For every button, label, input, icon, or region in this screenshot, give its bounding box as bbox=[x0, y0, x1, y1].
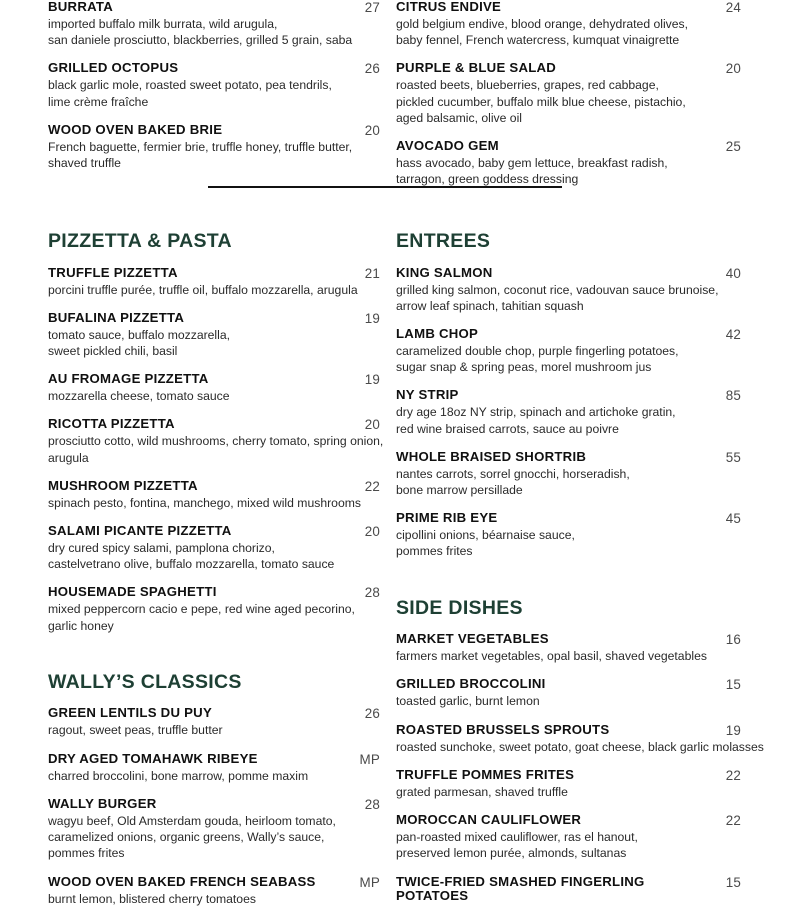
menu-item-description-line: tarragon, green goddess dressing bbox=[396, 172, 579, 187]
menu-item-description-line: preserved lemon purée, almonds, sultanas bbox=[396, 846, 627, 861]
menu-item-description-line: porcini truffle purée, truffle oil, buffalo mozzarella, arugula bbox=[48, 282, 358, 297]
menu-item-description bbox=[396, 648, 741, 664]
menu-item[interactable] bbox=[48, 585, 380, 633]
menu-item-description bbox=[48, 282, 380, 298]
menu-item[interactable] bbox=[48, 797, 380, 862]
menu-item-header bbox=[396, 266, 741, 281]
menu-item-description-line: red wine braised carrots, sauce au poivre bbox=[396, 421, 619, 436]
menu-item-name: TRUFFLE POMMES FRITES bbox=[396, 766, 575, 782]
menu-item-price: 24 bbox=[725, 0, 741, 15]
menu-item-header bbox=[48, 585, 380, 600]
menu-item-price: 28 bbox=[364, 796, 380, 812]
section-heading: ENTREES bbox=[396, 230, 491, 252]
menu-item-description-line: wagyu beef, Old Amsterdam gouda, heirloom tomato, bbox=[48, 813, 336, 828]
menu-item-description bbox=[396, 693, 741, 709]
menu-item-description-line: French baguette, fermier brie, truffle honey, truffle butter, bbox=[48, 139, 353, 154]
menu-item-description-line: pommes frites bbox=[48, 846, 125, 861]
menu-item-description-line: aged balsamic, olive oil bbox=[396, 110, 523, 125]
menu-item-price: 19 bbox=[364, 310, 380, 326]
menu-item-description-line: toasted garlic, burnt lemon bbox=[396, 694, 540, 709]
left-top-items bbox=[48, 0, 380, 171]
menu-item-header bbox=[396, 632, 741, 647]
menu-item-description bbox=[396, 343, 741, 375]
menu-item[interactable] bbox=[396, 0, 741, 48]
menu-item[interactable] bbox=[396, 388, 741, 436]
menu-item-name: MOROCCAN CAULIFLOWER bbox=[396, 812, 582, 828]
menu-item-name: WHOLE BRAISED SHORTRIB bbox=[396, 448, 587, 464]
section-items bbox=[396, 631, 764, 904]
menu-item-price: 19 bbox=[364, 372, 380, 388]
menu-item-description-line: shaved truffle bbox=[48, 156, 121, 171]
menu-item-description-line: cipollini onions, béarnaise sauce, bbox=[396, 528, 575, 543]
menu-item-price: 40 bbox=[725, 265, 741, 281]
section-items bbox=[48, 264, 384, 634]
menu-item-description-line: tomato sauce, buffalo mozzarella, bbox=[48, 327, 231, 342]
menu-item-description bbox=[396, 466, 741, 498]
menu-item-description-line: caramelized double chop, purple fingerling potatoes, bbox=[396, 343, 679, 358]
menu-item-description-line: san daniele prosciutto, blackberries, grilled 5 grain, saba bbox=[48, 33, 353, 48]
menu-item-description-line: mixed peppercorn cacio e pepe, red wine aged pecorino, bbox=[48, 602, 355, 617]
menu-item[interactable] bbox=[396, 450, 741, 498]
menu-item[interactable] bbox=[48, 61, 380, 109]
menu-item-name: BUFALINA PIZZETTA bbox=[48, 309, 185, 325]
menu-item-description-line: grated parmesan, shaved truffle bbox=[396, 784, 568, 799]
menu-item-description-line: arrow leaf spinach, tahitian squash bbox=[396, 298, 584, 313]
menu-item-price: 22 bbox=[725, 813, 741, 829]
divider-rule bbox=[208, 186, 562, 188]
menu-item-header bbox=[48, 479, 380, 494]
menu-item-name: LAMB CHOP bbox=[396, 325, 479, 341]
menu-item-price: 22 bbox=[364, 478, 380, 494]
menu-item[interactable] bbox=[396, 61, 741, 126]
menu-item-name: TWICE-FRIED SMASHED FINGERLING POTATOES bbox=[396, 873, 645, 904]
left-sections-wrap bbox=[0, 232, 400, 920]
menu-item-description-line: nantes carrots, sorrel gnocchi, horseradish, bbox=[396, 466, 630, 481]
menu-item-description-line: ragout, sweet peas, truffle butter bbox=[48, 723, 223, 738]
menu-item-name: KING SALMON bbox=[396, 264, 493, 280]
menu-item-name: MUSHROOM PIZZETTA bbox=[48, 477, 198, 493]
menu-item-price: 55 bbox=[725, 449, 741, 465]
menu-item-price: 20 bbox=[725, 61, 741, 77]
menu-item-description-line: sugar snap & spring peas, morel mushroom jus bbox=[396, 360, 652, 375]
menu-item-name: AU FROMAGE PIZZETTA bbox=[48, 371, 209, 387]
menu-item-header bbox=[396, 450, 741, 465]
menu-item[interactable] bbox=[48, 479, 380, 511]
section-heading: PIZZETTA & PASTA bbox=[48, 230, 232, 252]
menu-item-description-line: imported buffalo milk burrata, wild arugula, bbox=[48, 17, 278, 31]
section-items bbox=[48, 706, 380, 906]
menu-item-description bbox=[48, 388, 380, 404]
menu-item-header bbox=[396, 768, 741, 783]
right-sections bbox=[396, 230, 764, 904]
menu-item-description bbox=[48, 891, 380, 907]
section-items bbox=[396, 266, 741, 560]
menu-item-description-line: baby fennel, French watercress, kumquat vinaigrette bbox=[396, 33, 680, 48]
menu-item-description bbox=[48, 77, 380, 109]
menu-item[interactable] bbox=[48, 123, 380, 171]
menu-item-header bbox=[48, 0, 380, 15]
menu-item-description-line: gold belgium endive, blood orange, dehydrated olives, bbox=[396, 17, 689, 31]
menu-item-price: 19 bbox=[725, 722, 741, 738]
menu-item[interactable] bbox=[48, 311, 380, 359]
right-top-items bbox=[396, 0, 741, 188]
menu-item-name: WALLY BURGER bbox=[48, 795, 157, 811]
menu-item-description bbox=[396, 784, 741, 800]
menu-item[interactable] bbox=[396, 139, 741, 187]
menu-item-description bbox=[48, 139, 380, 171]
menu-item-description-line: sweet pickled chili, basil bbox=[48, 343, 178, 358]
menu-item-description-line: black garlic mole, roasted sweet potato, pea tendrils, bbox=[48, 78, 332, 93]
right-sections-wrap bbox=[396, 230, 764, 917]
menu-item-description bbox=[48, 601, 380, 633]
menu-item-header bbox=[396, 511, 741, 526]
menu-item-description-line: lime crème fraîche bbox=[48, 94, 149, 109]
menu-item-name: GRILLED BROCCOLINI bbox=[396, 676, 546, 692]
menu-item[interactable] bbox=[396, 768, 741, 800]
section-heading: WALLY’S CLASSICS bbox=[48, 670, 242, 693]
menu-item-name: BURRATA bbox=[48, 0, 113, 14]
menu-item-header bbox=[396, 813, 741, 828]
menu-item[interactable] bbox=[396, 327, 741, 375]
menu-item-name: HOUSEMADE SPAGHETTI bbox=[48, 584, 217, 600]
menu-item-header bbox=[396, 327, 741, 342]
menu-item-name: TRUFFLE PIZZETTA bbox=[48, 264, 178, 280]
menu-item-description-line: charred broccolini, bone marrow, pomme maxim bbox=[48, 768, 309, 783]
menu-item[interactable] bbox=[48, 416, 384, 465]
menu-item-price: 26 bbox=[364, 61, 380, 77]
menu-item-description bbox=[396, 829, 741, 861]
menu-item[interactable] bbox=[48, 752, 380, 784]
menu-item-header bbox=[396, 677, 741, 692]
menu-item[interactable] bbox=[48, 524, 380, 572]
menu-item-name: RICOTTA PIZZETTA bbox=[48, 416, 175, 432]
section-heading: SIDE DISHES bbox=[396, 596, 523, 619]
menu-item-description-line: prosciutto cotto, wild mushrooms, cherry tomato, spring onion, bbox=[48, 434, 384, 449]
menu-item-description-line: dry age 18oz NY strip, spinach and artichoke gratin, bbox=[396, 405, 676, 420]
menu-item-price: 15 bbox=[725, 874, 741, 890]
menu-item-description bbox=[48, 16, 380, 48]
menu-item-description bbox=[396, 404, 741, 436]
menu-item-description bbox=[48, 495, 380, 511]
menu-item-price: 21 bbox=[364, 265, 380, 281]
menu-item-description-line: bone marrow persillade bbox=[396, 483, 523, 498]
menu-item-header bbox=[396, 139, 741, 154]
menu-item-header bbox=[48, 524, 380, 539]
menu-item-price: 22 bbox=[725, 767, 741, 783]
menu-item-description-line: roasted beets, blueberries, grapes, red cabbage, bbox=[396, 78, 659, 93]
menu-item-description-line: farmers market vegetables, opal basil, shaved vegetables bbox=[396, 649, 707, 664]
menu-item-price: 25 bbox=[725, 139, 741, 155]
menu-item-header bbox=[48, 417, 380, 432]
menu-item-header bbox=[48, 266, 380, 281]
menu-item-description bbox=[396, 77, 741, 126]
menu-item-name: ROASTED BRUSSELS SPROUTS bbox=[396, 721, 610, 737]
menu-item-name: AVOCADO GEM bbox=[396, 138, 499, 154]
menu-item[interactable] bbox=[396, 677, 741, 709]
menu-item-header bbox=[48, 706, 380, 721]
menu-item-description-line: garlic honey bbox=[48, 618, 114, 633]
menu-item[interactable] bbox=[396, 813, 741, 861]
menu-item-header bbox=[48, 61, 380, 76]
menu-item-name: GREEN LENTILS DU PUY bbox=[48, 705, 212, 721]
menu-item-header bbox=[48, 752, 380, 767]
menu-item-price: 20 bbox=[364, 417, 380, 433]
menu-item-price: 85 bbox=[725, 388, 741, 404]
menu-item-header bbox=[396, 875, 741, 905]
menu-item[interactable] bbox=[396, 875, 741, 905]
menu-item-price: 16 bbox=[725, 632, 741, 648]
menu-item-description bbox=[48, 433, 384, 465]
menu-item-header bbox=[396, 388, 741, 403]
menu-item-header bbox=[396, 723, 741, 738]
menu-item-price: 27 bbox=[364, 0, 380, 15]
menu-item-description-line: pommes frites bbox=[396, 544, 473, 559]
menu-item[interactable] bbox=[396, 632, 741, 664]
menu-item-header bbox=[48, 123, 380, 138]
menu-item-description-line: hass avocado, baby gem lettuce, breakfast radish, bbox=[396, 156, 668, 171]
menu-item-name: DRY AGED TOMAHAWK RIBEYE bbox=[48, 750, 258, 766]
menu-item-description bbox=[48, 768, 380, 784]
section-spacer bbox=[396, 573, 741, 599]
menu-item-price: 15 bbox=[725, 677, 741, 693]
menu-item-price: MP bbox=[359, 874, 380, 890]
menu-item-price: 42 bbox=[725, 326, 741, 342]
menu-item-header bbox=[396, 0, 741, 15]
menu-item[interactable] bbox=[48, 372, 380, 404]
menu-item[interactable] bbox=[396, 266, 741, 314]
menu-item-description bbox=[396, 155, 741, 187]
menu-item-description-line: dry cured spicy salami, pamplona chorizo, bbox=[48, 541, 275, 556]
menu-item-header bbox=[396, 61, 741, 76]
menu-item[interactable] bbox=[48, 0, 380, 48]
menu-item-description bbox=[48, 722, 380, 738]
menu-item-name: WOOD OVEN BAKED BRIE bbox=[48, 121, 223, 137]
menu-item-name: PURPLE & BLUE SALAD bbox=[396, 60, 557, 76]
menu-item-name: WOOD OVEN BAKED FRENCH SEABASS bbox=[48, 873, 316, 889]
menu-item-description bbox=[48, 540, 380, 572]
menu-item-price: 45 bbox=[725, 511, 741, 527]
menu-item-price: MP bbox=[359, 751, 380, 767]
menu-item[interactable] bbox=[48, 875, 380, 907]
menu-item-header bbox=[48, 875, 380, 890]
left-sections bbox=[48, 230, 384, 907]
menu-item-price: 20 bbox=[364, 122, 380, 138]
menu-item-description bbox=[48, 813, 380, 862]
left-column bbox=[0, 0, 400, 184]
section-spacer bbox=[48, 647, 380, 673]
menu-item-description-line: pan-roasted mixed cauliflower, ras el hanout, bbox=[396, 830, 638, 845]
menu-item-header bbox=[48, 311, 380, 326]
menu-item-name: GRILLED OCTOPUS bbox=[48, 60, 179, 76]
menu-item-description-line: roasted sunchoke, sweet potato, goat cheese, black garlic molasses bbox=[396, 739, 764, 754]
menu-item-description-line: arugula bbox=[48, 450, 89, 465]
menu-item[interactable] bbox=[48, 706, 380, 738]
menu-item-description-line: mozzarella cheese, tomato sauce bbox=[48, 389, 230, 404]
menu-item-name: MARKET VEGETABLES bbox=[396, 631, 549, 647]
menu-item-name: NY STRIP bbox=[396, 387, 459, 403]
menu-item-description-line: grilled king salmon, coconut rice, vadouvan sauce brunoise, bbox=[396, 282, 719, 297]
menu-item-price: 20 bbox=[364, 524, 380, 540]
menu-item-header bbox=[48, 372, 380, 387]
menu-item-name: SALAMI PICANTE PIZZETTA bbox=[48, 523, 232, 539]
menu-item-price: 28 bbox=[364, 585, 380, 601]
menu-item-description-line: caramelized onions, organic greens, Wally’s sauce, bbox=[48, 830, 325, 845]
menu-item-description-line: castelvetrano olive, buffalo mozzarella, tomato sauce bbox=[48, 557, 335, 572]
menu-item-description bbox=[396, 282, 741, 314]
menu-item-name: CITRUS ENDIVE bbox=[396, 0, 502, 14]
menu-item-description bbox=[396, 739, 764, 755]
menu-item-description bbox=[48, 327, 380, 359]
menu-item-description-line: burnt lemon, blistered cherry tomatoes bbox=[48, 891, 256, 906]
section-divider bbox=[0, 186, 800, 187]
menu-item-description-line: spinach pesto, fontina, manchego, mixed wild mushrooms bbox=[48, 495, 361, 510]
menu-item[interactable] bbox=[48, 266, 380, 298]
menu-item[interactable] bbox=[396, 721, 764, 755]
menu-item-price: 26 bbox=[364, 706, 380, 722]
menu-item-header bbox=[48, 797, 380, 812]
menu-item[interactable] bbox=[396, 511, 741, 559]
menu-item-description bbox=[396, 16, 741, 48]
menu-item-description bbox=[396, 527, 741, 559]
menu-item-name: PRIME RIB EYE bbox=[396, 510, 498, 526]
menu-item-description-line: pickled cucumber, buffalo milk blue cheese, pistachio, bbox=[396, 94, 686, 109]
